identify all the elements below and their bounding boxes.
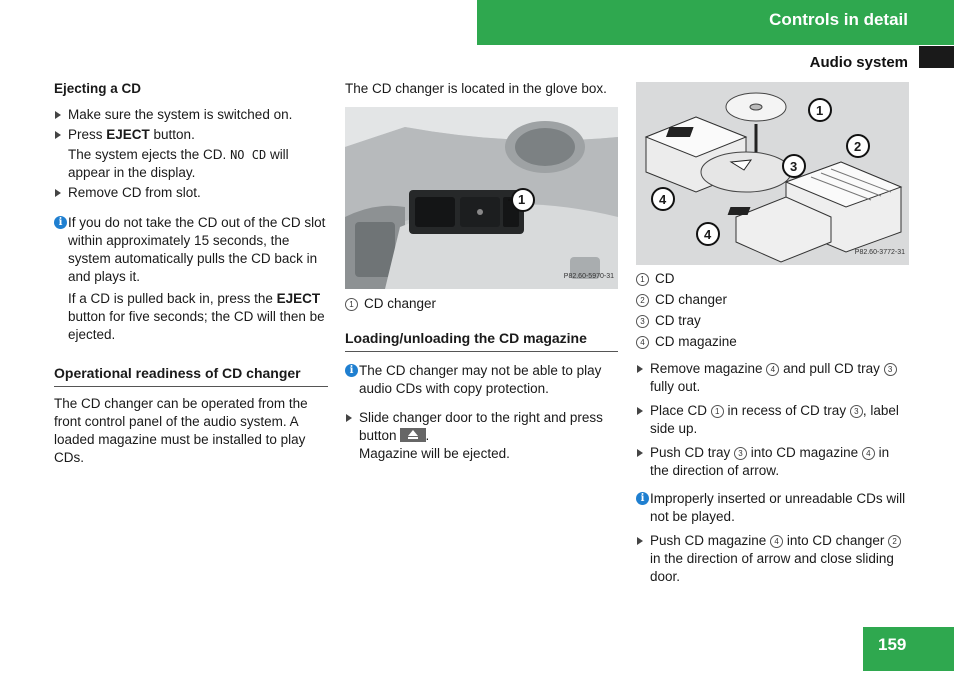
loading-heading: Loading/unloading the CD magazine xyxy=(345,329,618,352)
cd-changer-illustration xyxy=(636,82,909,265)
step-place-cd: Place CD 1 in recess of CD tray 3 , label side up. xyxy=(636,402,909,438)
note-eject-again: If a CD is pulled back in, press the EJECT button for five seconds; the CD will then be ejected. xyxy=(68,291,325,342)
info-icon: i xyxy=(54,216,67,229)
legend-item: 1 CD xyxy=(636,270,909,288)
step-slide-door: Slide changer door to the right and press button . Magazine will be ejected. xyxy=(345,409,618,463)
callout-4-lower: 4 xyxy=(704,227,712,242)
step-arrow-icon xyxy=(637,449,643,457)
eject-result: The system ejects the CD. NO CD will appear in the display. xyxy=(68,147,289,180)
callout-4: 4 xyxy=(659,192,667,207)
legend-item: 1 CD changer xyxy=(345,295,618,313)
section-title: Audio system xyxy=(809,54,908,71)
step-switch-on: Make sure the system is switched on. xyxy=(54,106,328,124)
column-2 xyxy=(345,80,618,98)
eject-keyword: EJECT xyxy=(106,127,150,142)
step-arrow-icon xyxy=(346,414,352,422)
page-number-box xyxy=(863,627,954,671)
legend-item: 4 CD magazine xyxy=(636,333,909,351)
step-remove-cd: Remove CD from slot. xyxy=(54,184,328,202)
callout-1: 1 xyxy=(816,103,824,118)
step-arrow-icon xyxy=(55,131,61,139)
readiness-text: The CD changer can be operated from the front control panel of the audio system. A loaded magazine must be installed to play CDs. xyxy=(54,396,308,465)
legend-item: 3 CD tray xyxy=(636,312,909,330)
glovebox-illustration xyxy=(345,107,618,289)
eject-keyword: EJECT xyxy=(276,291,321,306)
chapter-title: Controls in detail xyxy=(769,10,908,29)
note-auto-pullback: i If you do not take the CD out of the CD slot within approximately 15 seconds, the system automatically pulls the CD back in and plays it. xyxy=(54,214,328,286)
step-arrow-icon xyxy=(55,111,61,119)
step-press-eject: Press EJECT button. xyxy=(54,126,328,144)
info-icon: i xyxy=(636,492,649,505)
cd-changer-diagram xyxy=(636,82,909,265)
photo-code: P82.60-5970-31 xyxy=(563,273,614,280)
column-3 xyxy=(636,270,909,588)
photo-code: P82.60-3772-31 xyxy=(854,249,905,256)
changer-location-text: The CD changer is located in the glove box. xyxy=(345,81,607,96)
legend xyxy=(345,295,618,313)
callout-2: 2 xyxy=(854,139,862,154)
step-push-magazine: Push CD magazine 4 into CD changer 2 in the direction of arrow and close sliding door. xyxy=(636,532,909,586)
info-icon: i xyxy=(345,364,358,377)
step-push-tray: Push CD tray 3 into CD magazine 4 in the direction of arrow. xyxy=(636,444,909,480)
glovebox-photo xyxy=(345,107,618,289)
callout-number: 1 xyxy=(345,298,358,311)
legend-item: 2 CD changer xyxy=(636,291,909,309)
callout-3: 3 xyxy=(790,159,798,174)
note-copy-protection: i The CD changer may not be able to play audio CDs with copy protection. xyxy=(345,362,618,398)
step-arrow-icon xyxy=(637,365,643,373)
column-2-lower xyxy=(345,295,618,465)
display-text: NO CD xyxy=(230,148,267,162)
step-arrow-icon xyxy=(637,537,643,545)
legend xyxy=(636,270,909,351)
step-arrow-icon xyxy=(637,407,643,415)
readiness-heading: Operational readiness of CD changer xyxy=(54,364,328,387)
callout-1: 1 xyxy=(518,192,526,207)
section-tab-marker xyxy=(919,46,954,68)
step-remove-magazine: Remove magazine 4 and pull CD tray 3 fully out. xyxy=(636,360,909,396)
column-1 xyxy=(54,80,328,467)
note-unreadable-cds: i Improperly inserted or unreadable CDs will not be played. xyxy=(636,490,909,526)
step-arrow-icon xyxy=(55,189,61,197)
eject-button-icon xyxy=(400,428,426,442)
page-number: 159 xyxy=(878,635,907,654)
ejecting-heading: Ejecting a CD xyxy=(54,81,142,96)
